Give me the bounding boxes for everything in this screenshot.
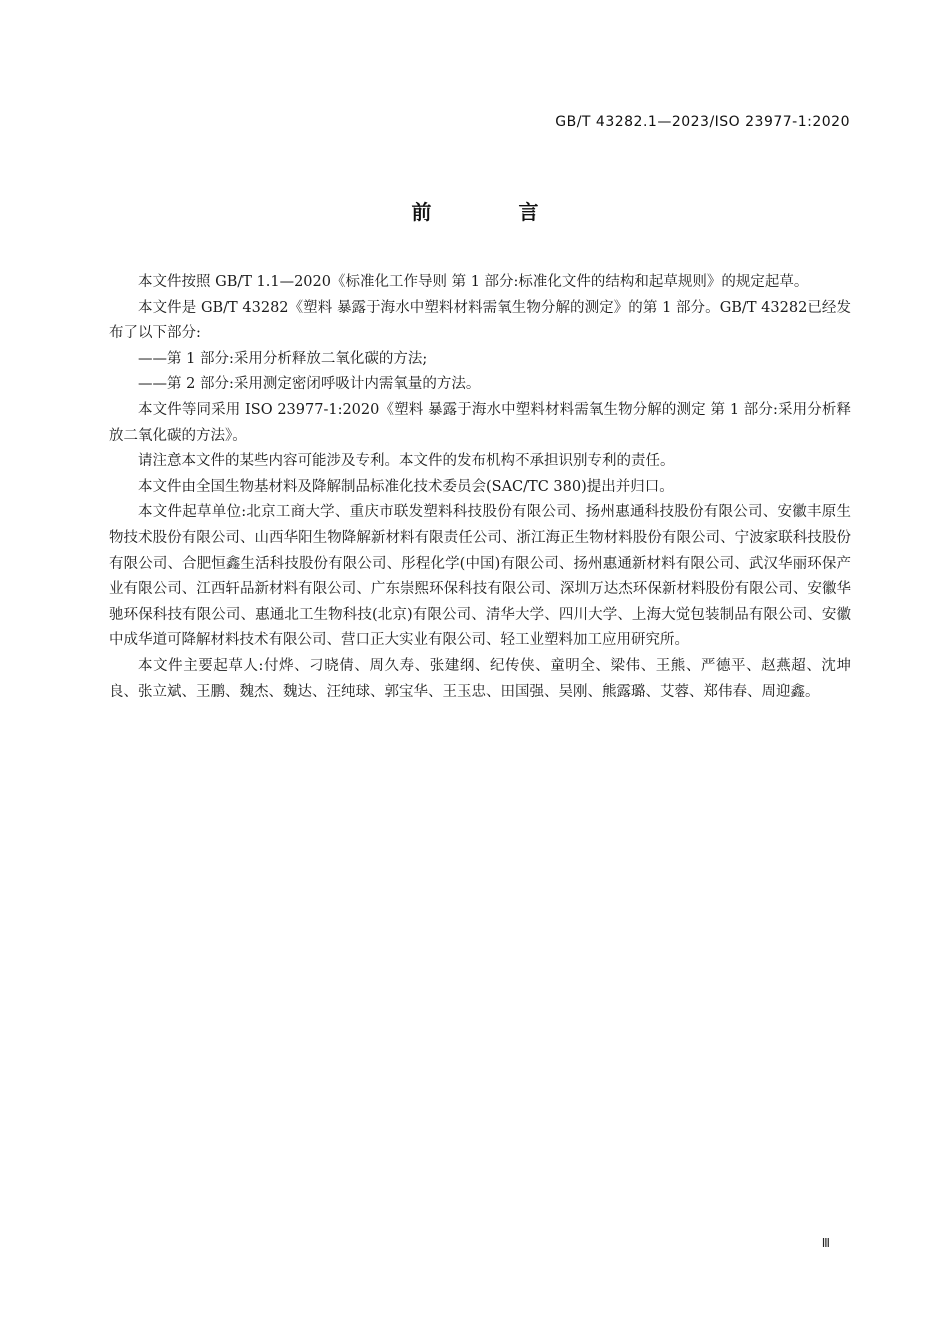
paragraph-committee: 本文件由全国生物基材料及降解制品标准化技术委员会(SAC/TC 380)提出并归口。 (138, 478, 674, 495)
page-title: 前 言 (411, 200, 579, 224)
paragraph-iso-adoption: 本文件等同采用 ISO 23977-1:2020《塑料 暴露于海水中塑料材料需氧生物分解的测定 第 1 部分:采用分析释放二氧化碳的方法》。 (109, 401, 851, 444)
list-item-part-1: ——第 1 部分:采用分析释放二氧化碳的方法; (138, 350, 428, 367)
paragraph-drafting-units: 本文件起草单位:北京工商大学、重庆市联发塑料科技股份有限公司、扬州惠通科技股份有限公司、安徽丰原生物技术股份有限公司、山西华阳生物降解新材料有限责任公司、浙江海正生物材料股份有限公司、宁波家联科技股份有限公司、合肥恒鑫生活科技股份有限公司、彤程化学(中国)有限公司、扬州惠通新材料有限公司、武汉华丽环保产业有限公司、江西轩品新材料有限公司、广东崇熙环保科技有限公司、深圳万达杰环保新材料股份有限公司、安徽华驰环保科技有限公司、惠通北工生物科技(北京)有限公司、清华大学、四川大学、上海大觉包装制品有限公司、安徽中成华道可降解材料技术有限公司、营口正大实业有限公司、轻工业塑料加工应用研究所。 (109, 504, 851, 649)
paragraph-series-intro: 本文件是 GB/T 43282《塑料 暴露于海水中塑料材料需氧生物分解的测定》的第 1 部分。GB/T 43282已经发布了以下部分: (109, 299, 851, 342)
paragraph-drafting-rules: 本文件按照 GB/T 1.1—2020《标准化工作导则 第 1 部分:标准化文件的结构和起草规则》的规定起草。 (138, 274, 809, 290)
foreword-body (109, 270, 851, 705)
page-number: Ⅲ (821, 1236, 830, 1250)
standard-code: GB/T 43282.1—2023/ISO 23977-1:2020 (555, 114, 850, 130)
list-item-part-2: ——第 2 部分:采用测定密闭呼吸计内需氧量的方法。 (138, 376, 481, 393)
paragraph-patent-notice: 请注意本文件的某些内容可能涉及专利。本文件的发布机构不承担识别专利的责任。 (138, 453, 675, 470)
paragraph-drafters: 本文件主要起草人:付烨、刁晓倩、周久寿、张建纲、纪传侠、童明全、梁伟、王熊、严德平、赵燕超、沈坤良、张立斌、王鹏、魏杰、魏达、汪纯球、郭宝华、王玉忠、田国强、吴刚、熊露璐、艾蓉、郑伟春、周迎鑫。 (109, 657, 851, 700)
